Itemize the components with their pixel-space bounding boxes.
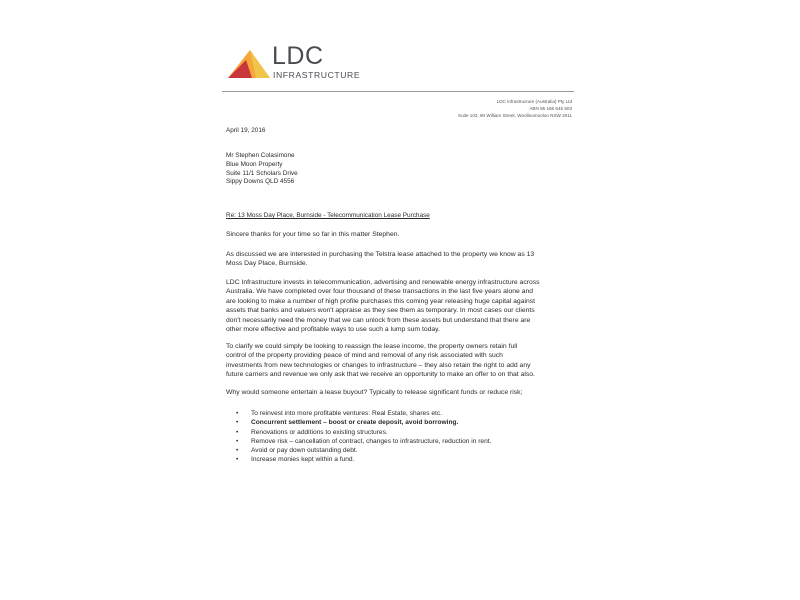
bullet-icon: • — [236, 456, 239, 464]
sender-line: ABN 85 166 645 503 — [529, 106, 572, 112]
list-item-text: Remove risk – cancellation of contract, changes to infrastructure, reduction in rent. — [251, 437, 492, 445]
header-divider — [222, 91, 574, 92]
recipient-line: Sippy Downs QLD 4556 — [226, 178, 295, 186]
paragraph-line: LDC Infrastructure invests in telecommunication, advertising and renewable energy infrastructure across — [226, 279, 540, 286]
logo-triangle-icon — [226, 46, 272, 80]
list-item-text: Avoid or pay down outstanding debt. — [251, 447, 358, 455]
paragraph-line: future carriers and revenue we only ask that we receive an opportunity to make an offer to on that also. — [226, 371, 535, 379]
bullet-icon: • — [236, 419, 239, 427]
paragraph-line: control of the property providing peace of mind and removal of any risk associated with such — [226, 352, 503, 360]
paragraph-greeting — [226, 230, 586, 239]
list-item — [236, 428, 491, 437]
bullet-icon: • — [236, 447, 239, 455]
bullet-icon: • — [236, 428, 239, 436]
paragraph-company — [226, 278, 586, 334]
bullet-icon: • — [236, 410, 239, 417]
list-item-text: Increase monies kept within a fund. — [251, 456, 355, 464]
paragraph-line: assets that banks and valuers won't appraise as they see them as temporary. In most cases our clients — [226, 307, 535, 315]
list-item — [236, 418, 491, 427]
list-item-text: Renovations or additions to existing structures. — [251, 428, 388, 436]
company-logo — [226, 42, 376, 86]
sender-address — [458, 98, 572, 120]
recipient-line: Suite 11/1 Scholars Drive — [226, 169, 298, 177]
paragraph-line: Australia. We have completed over four thousand of these transactions in the last five years alone and — [226, 288, 534, 296]
paragraph-line: As discussed we are interested in purchasing the Telstra lease attached to the property we know as 13 — [226, 251, 535, 258]
sender-line: LDC Infrastructure (Australia) Pty Ltd — [496, 99, 572, 104]
paragraph-line: don't necessarily need the money that we can unlock from these assets but understand that there are — [226, 316, 531, 324]
paragraph-clarify — [226, 342, 586, 380]
paragraph-line: investments from new technologies or changes to infrastructure – they also retain the right to add any — [226, 361, 531, 369]
logo-name: LDC — [272, 42, 324, 70]
logo-subtitle: INFRASTRUCTURE — [273, 70, 361, 80]
recipient-line: Mr Stephen Colasimone — [226, 152, 295, 159]
paragraph-interest — [226, 250, 586, 269]
paragraph-line: Sincere thanks for your time so far in this matter Stephen. — [226, 231, 400, 238]
paragraph-line: Moss Day Place, Burnside. — [226, 260, 308, 268]
list-item — [236, 409, 491, 418]
paragraph-line: are looking to make a number of high profile purchases this coming year releasing huge capital against — [226, 297, 536, 305]
sender-line: Suite 103, 80 William Street, Woolloomooloo NSW 2011 — [458, 113, 572, 119]
letter-date: April 19, 2016 — [226, 127, 266, 134]
recipient-line: Blue Moon Property — [226, 160, 283, 168]
bullet-icon: • — [236, 437, 239, 445]
list-item — [236, 446, 491, 455]
paragraph-line: other more effective and profitable ways to use such a lump sum today. — [226, 326, 440, 334]
list-item-text: Concurrent settlement – boost or create deposit, avoid borrowing. — [251, 419, 459, 427]
paragraph-question — [226, 388, 586, 397]
recipient-address — [226, 152, 298, 187]
list-item-text: To reinvest into more profitable ventures: Real Estate, shares etc. — [251, 410, 442, 417]
list-item — [236, 455, 491, 464]
paragraph-line: Why would someone entertain a lease buyout? Typically to release significant funds or reduce risk; — [226, 389, 523, 396]
list-item — [236, 437, 491, 446]
reasons-list — [236, 409, 491, 465]
paragraph-line: To clarify we could simply be looking to reassign the lease income, the property owners retain full — [226, 343, 518, 350]
subject-line: Re: 13 Moss Day Place, Burnside - Telecommunication Lease Purchase — [226, 212, 430, 219]
